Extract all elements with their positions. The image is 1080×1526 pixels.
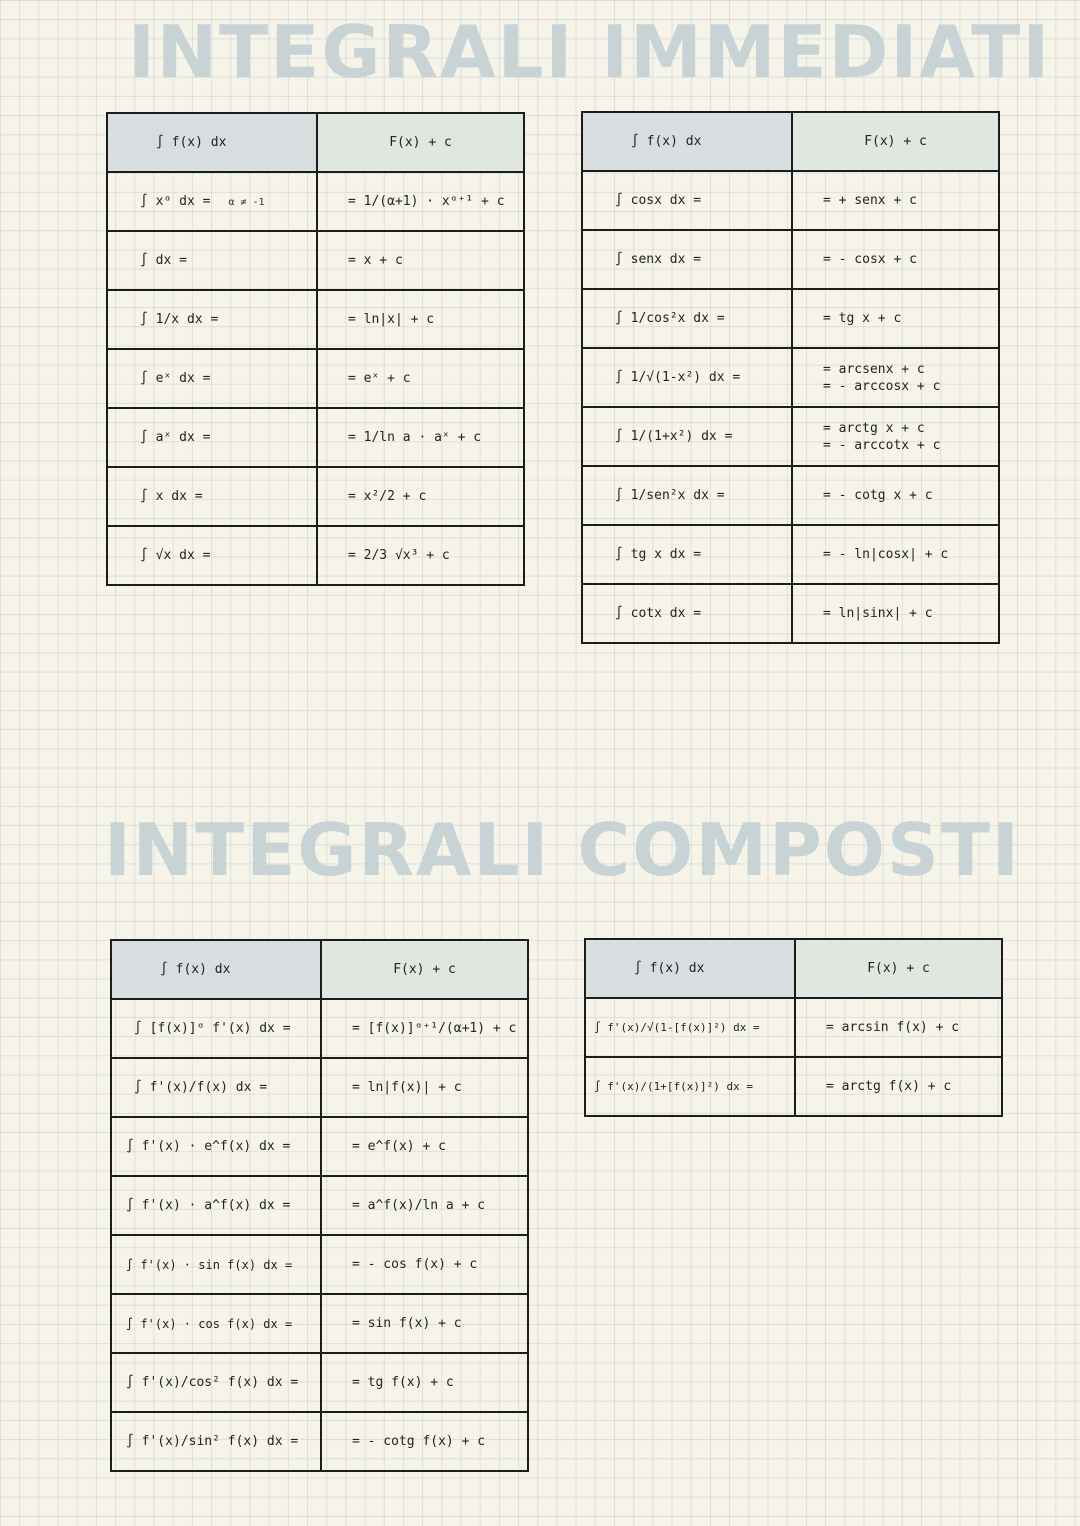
result-cell: = [f(x)]ᵅ⁺¹/(α+1) + c xyxy=(321,999,528,1058)
table-composti-right xyxy=(584,938,1003,1117)
result-cell: = eˣ + c xyxy=(317,349,524,408)
table-row xyxy=(582,525,999,584)
integral-cell: ∫ xᵅ dx = α ≠ -1 xyxy=(107,172,317,231)
result-cell: = x + c xyxy=(317,231,524,290)
result-cell: = arctg x + c = - arccotx + c xyxy=(792,407,999,466)
result-cell: = arcsin f(x) + c xyxy=(795,998,1002,1057)
integral-cell: ∫ cotx dx = xyxy=(582,584,792,643)
integral-cell: ∫ [f(x)]ᵅ f'(x) dx = xyxy=(111,999,321,1058)
result-cell: = arcsenx + c = - arccosx + c xyxy=(792,348,999,407)
result-cell: = 1/ln a · aˣ + c xyxy=(317,408,524,467)
integral-cell: ∫ f'(x) · cos f(x) dx = xyxy=(111,1294,321,1353)
integral-cell: ∫ 1/cos²x dx = xyxy=(582,289,792,348)
header-integral: ∫ f(x) dx xyxy=(107,113,317,172)
integral-cell: ∫ x dx = xyxy=(107,467,317,526)
result-cell: = a^f(x)/ln a + c xyxy=(321,1176,528,1235)
table-header-row xyxy=(107,113,524,172)
table-row xyxy=(582,584,999,643)
table-row xyxy=(111,1294,528,1353)
header-integral: ∫ f(x) dx xyxy=(582,112,792,171)
title-integrali-composti: INTEGRALI COMPOSTI xyxy=(104,808,1021,892)
integral-cell: ∫ dx = xyxy=(107,231,317,290)
result-cell: = sin f(x) + c xyxy=(321,1294,528,1353)
table-row xyxy=(582,348,999,407)
table-row xyxy=(107,231,524,290)
result-cell: = 2/3 √x³ + c xyxy=(317,526,524,585)
header-primitive: F(x) + c xyxy=(792,112,999,171)
integral-cell: ∫ f'(x)/f(x) dx = xyxy=(111,1058,321,1117)
result-cell: = - cos f(x) + c xyxy=(321,1235,528,1294)
table-row xyxy=(582,289,999,348)
table-row xyxy=(585,998,1002,1057)
integral-cell: ∫ 1/(1+x²) dx = xyxy=(582,407,792,466)
table-immediati-left xyxy=(106,112,525,586)
header-primitive: F(x) + c xyxy=(321,940,528,999)
header-primitive: F(x) + c xyxy=(317,113,524,172)
result-cell: = x²/2 + c xyxy=(317,467,524,526)
integral-cell: ∫ aˣ dx = xyxy=(107,408,317,467)
integral-cell: ∫ senx dx = xyxy=(582,230,792,289)
header-integral: ∫ f(x) dx xyxy=(111,940,321,999)
result-cell: = 1/(α+1) · xᵅ⁺¹ + c xyxy=(317,172,524,231)
result-cell: = - cotg f(x) + c xyxy=(321,1412,528,1471)
condition-note: α ≠ -1 xyxy=(228,197,265,208)
table-row xyxy=(111,999,528,1058)
integral-cell: ∫ f'(x)/cos² f(x) dx = xyxy=(111,1353,321,1412)
integral-cell: ∫ f'(x) · sin f(x) dx = xyxy=(111,1235,321,1294)
title-integrali-immediati: INTEGRALI IMMEDIATI xyxy=(128,10,1052,94)
integral-cell: ∫ f'(x) · a^f(x) dx = xyxy=(111,1176,321,1235)
result-cell: = - cosx + c xyxy=(792,230,999,289)
integral-cell: ∫ f'(x)/sin² f(x) dx = xyxy=(111,1412,321,1471)
table-row xyxy=(107,290,524,349)
table-row xyxy=(582,230,999,289)
header-primitive: F(x) + c xyxy=(795,939,1002,998)
table-row xyxy=(111,1176,528,1235)
result-cell: = tg f(x) + c xyxy=(321,1353,528,1412)
result-cell: = ln|x| + c xyxy=(317,290,524,349)
table-row xyxy=(111,1353,528,1412)
integral-cell: ∫ cosx dx = xyxy=(582,171,792,230)
table-composti-left xyxy=(110,939,529,1472)
header-integral: ∫ f(x) dx xyxy=(585,939,795,998)
integral-cell: ∫ √x dx = xyxy=(107,526,317,585)
table-row xyxy=(107,467,524,526)
table-row xyxy=(582,407,999,466)
table-row xyxy=(111,1235,528,1294)
integral-cell: ∫ eˣ dx = xyxy=(107,349,317,408)
result-cell: = ln|f(x)| + c xyxy=(321,1058,528,1117)
integral-cell: ∫ 1/sen²x dx = xyxy=(582,466,792,525)
integral-cell: ∫ f'(x)/√(1-[f(x)]²) dx = xyxy=(585,998,795,1057)
table-row xyxy=(585,1057,1002,1116)
result-cell: = tg x + c xyxy=(792,289,999,348)
table-row xyxy=(107,408,524,467)
table-row xyxy=(107,349,524,408)
result-cell: = ln|sinx| + c xyxy=(792,584,999,643)
table-row xyxy=(107,172,524,231)
result-cell: = - ln|cosx| + c xyxy=(792,525,999,584)
table-row xyxy=(582,466,999,525)
table-header-row xyxy=(111,940,528,999)
table-row xyxy=(111,1117,528,1176)
integral-cell: ∫ tg x dx = xyxy=(582,525,792,584)
table-row xyxy=(111,1058,528,1117)
integral-cell: ∫ f'(x) · e^f(x) dx = xyxy=(111,1117,321,1176)
result-cell: = + senx + c xyxy=(792,171,999,230)
table-row xyxy=(582,171,999,230)
integral-cell: ∫ 1/√(1-x²) dx = xyxy=(582,348,792,407)
table-immediati-right xyxy=(581,111,1000,644)
table-row xyxy=(111,1412,528,1471)
result-cell: = e^f(x) + c xyxy=(321,1117,528,1176)
integral-cell: ∫ 1/x dx = xyxy=(107,290,317,349)
table-row xyxy=(107,526,524,585)
table-header-row xyxy=(585,939,1002,998)
result-cell: = arctg f(x) + c xyxy=(795,1057,1002,1116)
integral-cell: ∫ f'(x)/(1+[f(x)]²) dx = xyxy=(585,1057,795,1116)
result-cell: = - cotg x + c xyxy=(792,466,999,525)
table-header-row xyxy=(582,112,999,171)
